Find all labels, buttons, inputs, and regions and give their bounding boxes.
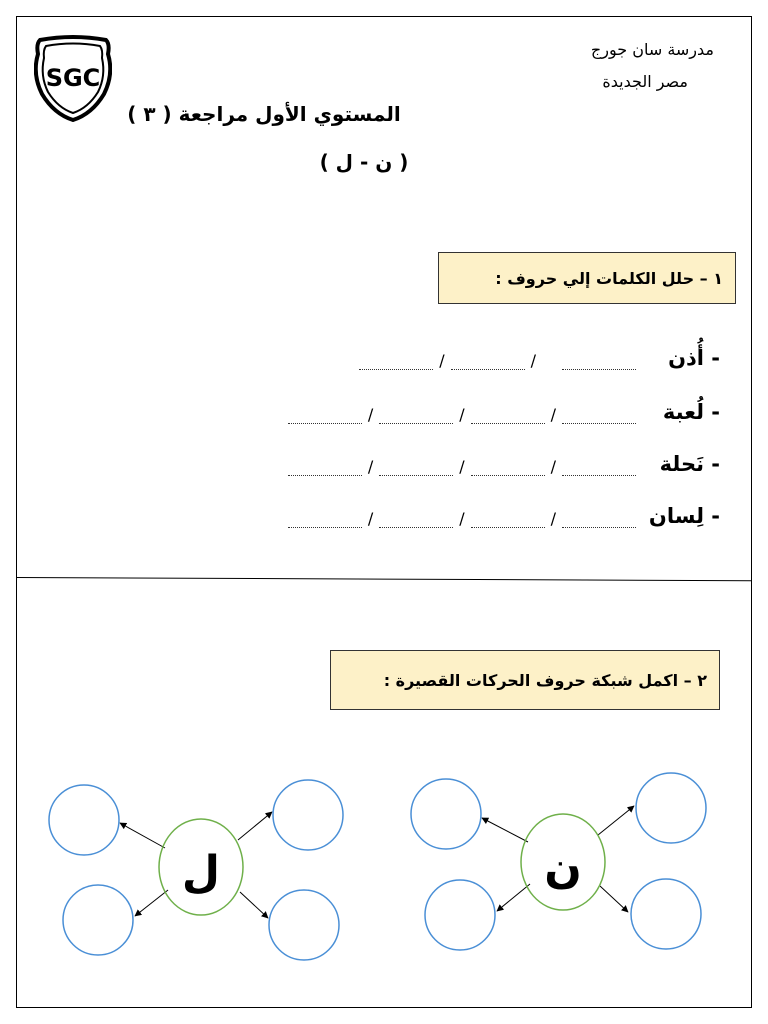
answer-circle[interactable] — [49, 785, 119, 855]
school-location: مصر الجديدة — [602, 72, 688, 91]
word-label: - نَحلة — [659, 452, 720, 476]
arrow — [482, 818, 528, 842]
page-subtitle: ( ن - ل ) — [319, 150, 409, 174]
arrow — [238, 812, 272, 840]
separator: / — [459, 405, 465, 424]
word-label: - أُذن — [668, 346, 720, 370]
vowel-network-lam — [49, 780, 343, 960]
center-letter: ل — [181, 847, 221, 898]
separator: / — [367, 405, 374, 424]
separator: / — [367, 509, 374, 528]
exercise1-instruction: ١ – حلل الكلمات إلي حروف : — [438, 252, 736, 304]
word-label: - لِسان — [648, 504, 720, 528]
separator: / — [459, 457, 465, 476]
answer-circle[interactable] — [269, 890, 339, 960]
separator: / — [459, 509, 465, 528]
arrow — [600, 886, 628, 912]
separator: / — [550, 405, 556, 424]
logo-text: SGC — [45, 64, 101, 92]
separator: / — [530, 351, 536, 370]
school-name: مدرسة سان جورج — [590, 40, 714, 59]
arrow — [240, 892, 268, 918]
vowel-network-noon — [411, 773, 706, 950]
exercise2-instruction: ٢ – اكمل شبكة حروف الحركات القصيرة : — [330, 650, 720, 710]
answer-circle[interactable] — [63, 885, 133, 955]
page-title: المستوي الأول مراجعة ( ٣ ) — [127, 102, 401, 126]
answer-circle[interactable] — [411, 779, 481, 849]
arrow — [598, 806, 634, 835]
arrow — [135, 890, 168, 916]
answer-circle[interactable] — [636, 773, 706, 843]
separator: / — [550, 457, 556, 476]
arrow — [497, 884, 530, 911]
center-letter: ن — [544, 842, 582, 893]
word-label: - لُعبة — [662, 400, 720, 424]
answer-circle[interactable] — [631, 879, 701, 949]
answer-circle[interactable] — [273, 780, 343, 850]
separator: / — [367, 457, 374, 476]
separator: / — [550, 509, 556, 528]
arrow — [120, 823, 165, 848]
separator: / — [439, 351, 445, 370]
answer-circle[interactable] — [425, 880, 495, 950]
